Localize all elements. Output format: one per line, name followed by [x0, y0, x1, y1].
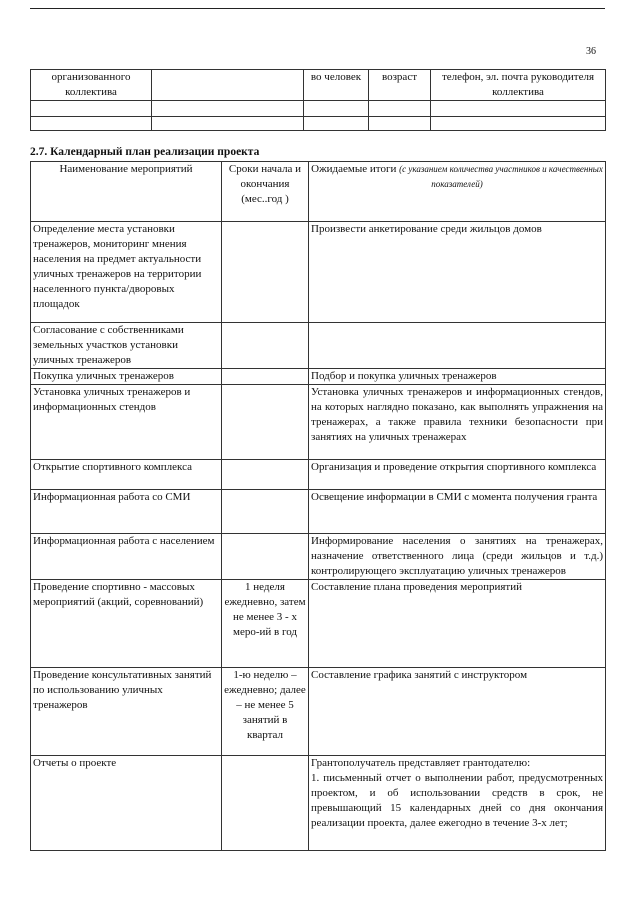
table-cell: [152, 70, 304, 101]
result-text: 1. письменный отчет о выполнении работ, предусмотренных проектом, и об использовании средств в срок, не превышающий 15 календарных дней со дня окончания реализации проекта, далее ежегодно в течение 3-х лет;: [311, 772, 603, 829]
table-cell: [369, 101, 431, 117]
table-cell: [369, 117, 431, 131]
participants-table-fragment: [30, 69, 606, 131]
header-results: [309, 162, 606, 222]
activity-cell: Открытие спортивного комплекса: [31, 460, 222, 490]
table-cell: [31, 117, 152, 131]
result-cell: Подбор и покупка уличных тренажеров: [309, 369, 606, 385]
table-cell: [304, 101, 369, 117]
activity-cell: Установка уличных тренажеров и информационных стендов: [31, 385, 222, 460]
activity-cell: Проведение консультативных занятий по использованию уличных тренажеров: [31, 668, 222, 756]
dates-cell: [222, 369, 309, 385]
table-row: [31, 369, 606, 385]
dates-cell: [222, 490, 309, 534]
table-cell: [31, 101, 152, 117]
result-cell: Информирование населения о занятиях на тренажерах, назначение ответственного лица (среди жильцов и т.д.) контролирующего эксплуатацию уличных тренажеров: [309, 534, 606, 580]
header-results-note: (с указанием количества участников и качественных показателей): [399, 164, 603, 189]
table-row: [31, 460, 606, 490]
activity-cell: Проведение спортивно - массовых мероприятий (акций, соревнований): [31, 580, 222, 668]
table-row: [31, 101, 606, 117]
table-cell: организованного коллектива: [31, 70, 152, 101]
table-row: [31, 117, 606, 131]
result-cell: Составление графика занятий с инструктором: [309, 668, 606, 756]
dates-cell: [222, 460, 309, 490]
dates-cell: [222, 534, 309, 580]
table-row: [31, 323, 606, 369]
table-row: [31, 70, 606, 101]
result-cell: Установка уличных тренажеров и информационных стендов, на которых наглядно показано, как выполнять упражнения на тренажерах, а также правила техники безопасности при занятиях на уличных тренажерах: [309, 385, 606, 460]
table-cell: [152, 117, 304, 131]
dates-cell: 1 неделя ежедневно, затем не менее 3 - х меро-ий в год: [222, 580, 309, 668]
table-header-row: [31, 162, 606, 222]
header-results-label: Ожидаемые итоги: [311, 163, 397, 175]
table-row: [31, 534, 606, 580]
activity-cell: Информационная работа с населением: [31, 534, 222, 580]
table-row: [31, 490, 606, 534]
result-cell: [309, 756, 606, 851]
table-cell: [431, 101, 606, 117]
header-dates: Сроки начала и окончания (мес..год ): [222, 162, 309, 222]
table-cell: [152, 101, 304, 117]
section-title: 2.7. Календарный план реализации проекта: [30, 146, 260, 158]
table-cell: [431, 117, 606, 131]
table-cell: [304, 117, 369, 131]
activity-cell: Покупка уличных тренажеров: [31, 369, 222, 385]
table-cell: во человек: [304, 70, 369, 101]
dates-cell: [222, 385, 309, 460]
result-text: Грантополучатель представляет грантодателю:: [311, 757, 531, 769]
result-cell: Составление плана проведения мероприятий: [309, 580, 606, 668]
activity-cell: Согласование с собственниками земельных участков установки уличных тренажеров: [31, 323, 222, 369]
page-number: 36: [586, 46, 596, 57]
table-row: [31, 222, 606, 323]
table-row: [31, 668, 606, 756]
result-cell: Организация и проведение открытия спортивного комплекса: [309, 460, 606, 490]
table-row: [31, 756, 606, 851]
dates-cell: [222, 323, 309, 369]
table-row: [31, 580, 606, 668]
result-cell: Освещение информации в СМИ с момента получения гранта: [309, 490, 606, 534]
top-rule: [30, 8, 605, 9]
activity-cell: Информационная работа со СМИ: [31, 490, 222, 534]
dates-cell: [222, 756, 309, 851]
activity-cell: Определение места установки тренажеров, мониторинг мнения населения на предмет актуальности уличных тренажеров на территории населенного пункта/дворовых площадок: [31, 222, 222, 323]
header-activity: Наименование мероприятий: [31, 162, 222, 222]
table-cell: телефон, эл. почта руководителя коллектива: [431, 70, 606, 101]
result-cell: [309, 323, 606, 369]
activity-cell: Отчеты о проекте: [31, 756, 222, 851]
calendar-plan-table: [30, 161, 606, 851]
dates-cell: 1-ю неделю – ежедневно; далее – не менее 5 занятий в квартал: [222, 668, 309, 756]
table-row: [31, 385, 606, 460]
table-cell: возраст: [369, 70, 431, 101]
result-cell: Произвести анкетирование среди жильцов домов: [309, 222, 606, 323]
dates-cell: [222, 222, 309, 323]
